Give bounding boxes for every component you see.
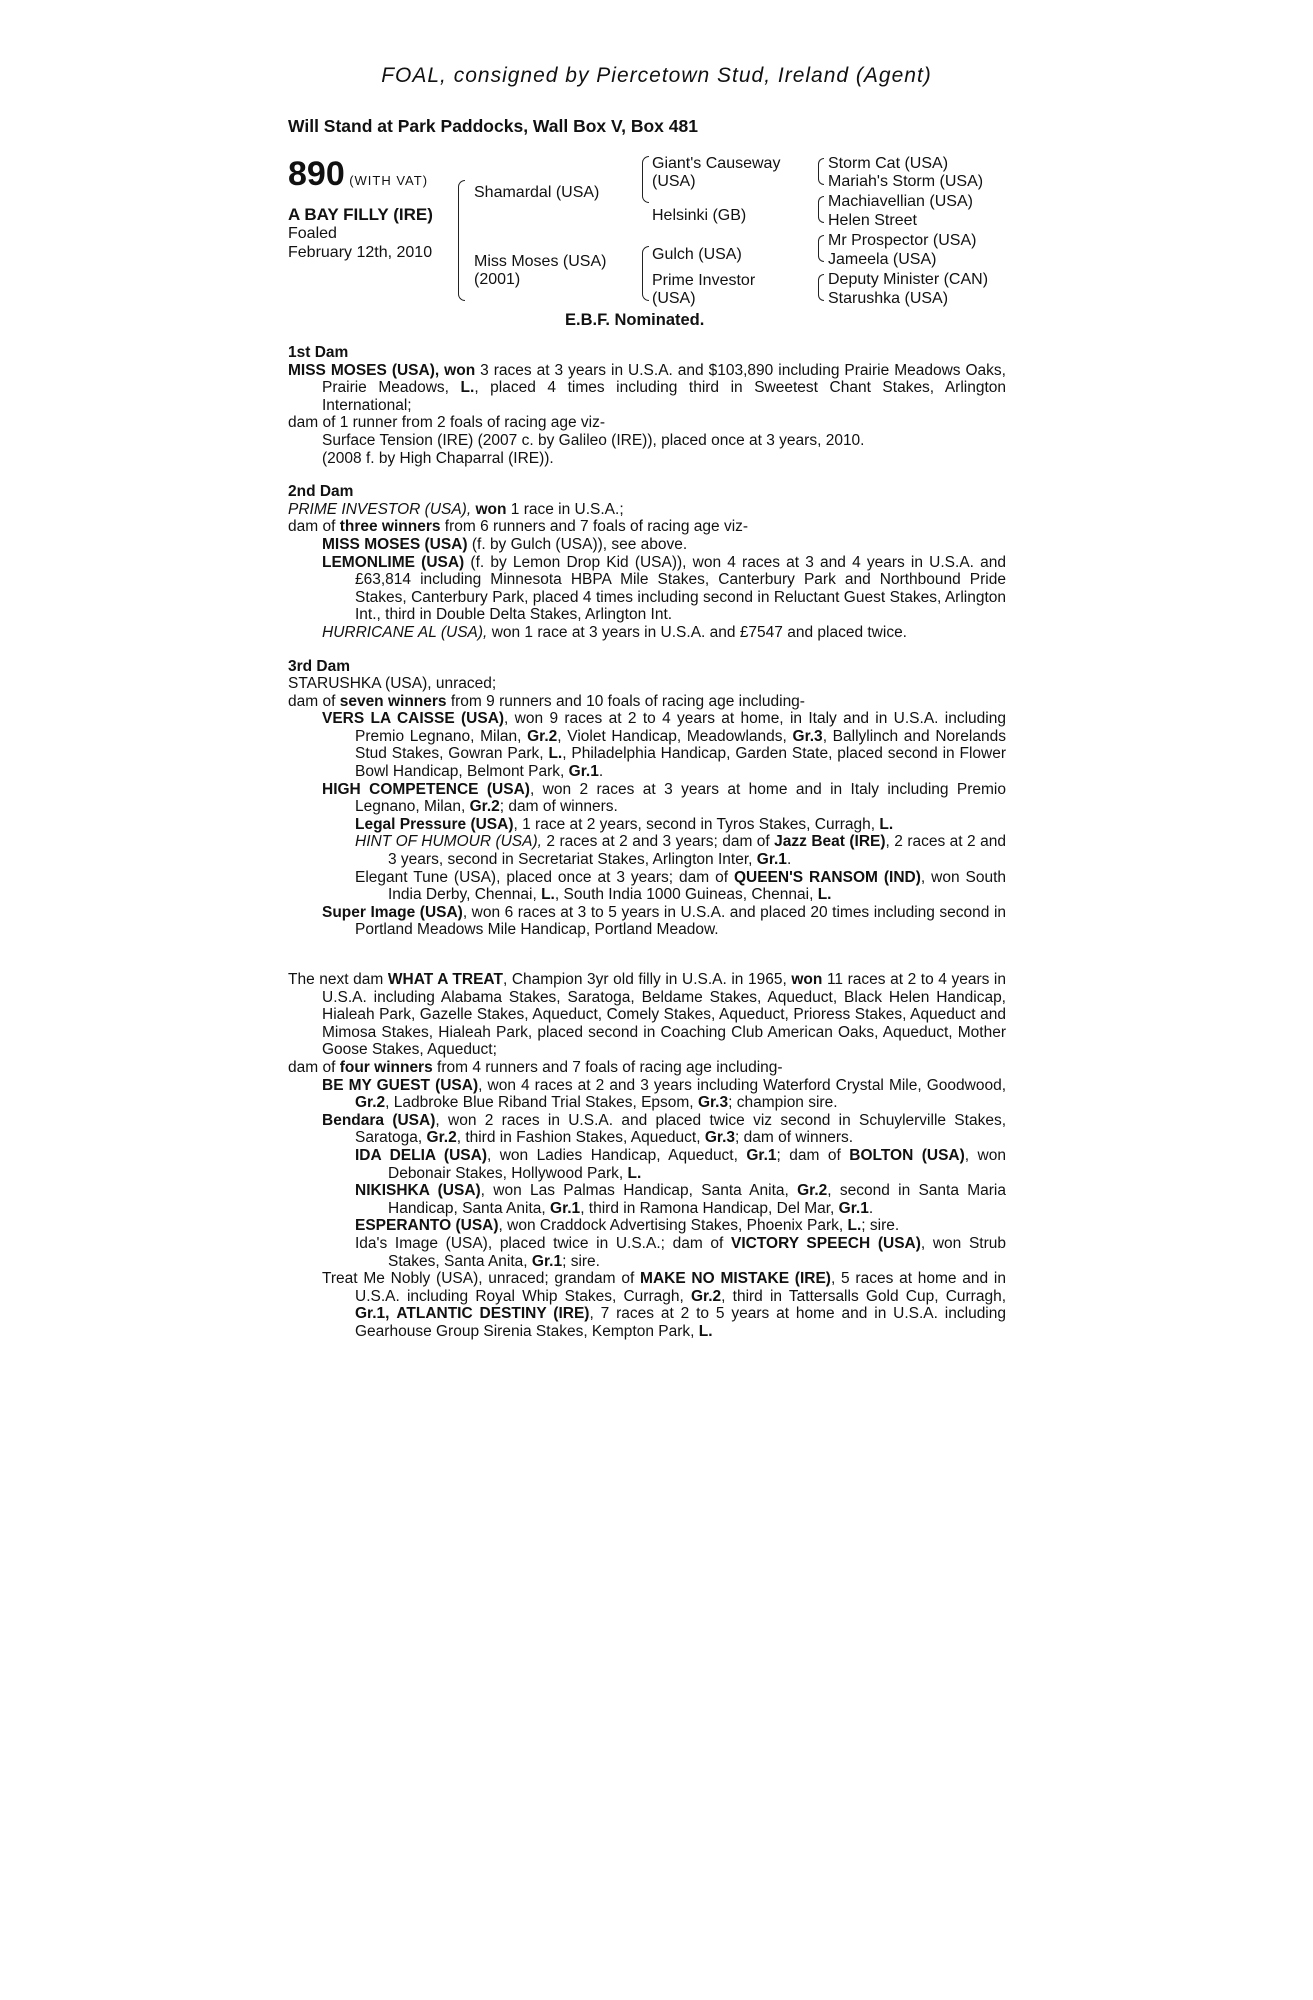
horse-text: , won 6 races at 3 to 5 years in U.S.A. and placed 20 times including second in Portland Meadows Mile Handicap, Portland Meadow. xyxy=(355,903,1007,939)
listed-mark: L. xyxy=(548,745,563,763)
lot-number: 890 xyxy=(288,155,345,193)
listed-mark: L. xyxy=(817,886,832,904)
listed-mark: L. xyxy=(698,1322,713,1340)
horse-text: , won 4 races at 2 and 3 years including Waterford Crystal Mile, Goodwood, xyxy=(478,1076,1007,1094)
stand-location: Will Stand at Park Paddocks, Wall Box V, Box 481 xyxy=(288,116,698,136)
horse-name: Bendara (USA) xyxy=(322,1111,436,1129)
produce-vers-la-caisse xyxy=(288,710,1006,780)
third-dam-heading: 3rd Dam xyxy=(288,657,351,675)
horse-text: (f. by Gulch (USA)), see above. xyxy=(471,535,688,553)
horse-text: ; champion sire. xyxy=(728,1094,838,1112)
horse-text: Elegant Tune (USA), placed once at 3 years; dam of xyxy=(355,868,729,886)
grade-mark: Gr.1 xyxy=(531,1252,563,1270)
sds: Machiavellian (USA) xyxy=(828,193,973,210)
horse-text: , won 2 races in U.S.A. and placed twice viz second in Schuylerville Stakes, Saratoga, xyxy=(355,1111,1006,1147)
won-label: won xyxy=(791,971,823,988)
sd-brace xyxy=(642,180,649,203)
horse-name: MAKE NO MISTAKE (IRE) xyxy=(640,1270,831,1288)
produce-high-competence xyxy=(288,781,1006,816)
sdd: Helen Street xyxy=(828,212,917,229)
produce-super-image xyxy=(288,904,1006,939)
first-dam-text: 3 races at 3 years in U.S.A. and $103,890 including Prairie Meadows Oaks, Prairie Meadows, xyxy=(322,361,1006,397)
first-dam-heading: 1st Dam xyxy=(288,344,349,361)
listed-mark: L. xyxy=(879,815,894,833)
vat-note: (WITH VAT) xyxy=(349,173,429,188)
dam-dam-l2: (USA) xyxy=(652,290,696,307)
winners-count: four winners xyxy=(339,1058,433,1076)
horse-text: , second in Santa Maria Handicap, Santa Anita, xyxy=(388,1182,1006,1217)
gen3-brace-1 xyxy=(818,158,824,172)
first-dam-name: MISS MOSES (USA), xyxy=(288,361,440,379)
produce-legal-pressure xyxy=(288,816,1006,834)
next-dam-text: , Champion 3yr old filly in U.S.A. in 1965, xyxy=(502,971,787,988)
horse-text: , won Strub Stakes, Santa Anita, xyxy=(388,1234,1006,1270)
dam-sire: Gulch (USA) xyxy=(652,246,742,263)
sire-sire-l2: (USA) xyxy=(652,173,696,190)
grade-mark: Gr.3 xyxy=(704,1129,736,1147)
dd-brace xyxy=(642,266,649,301)
next-dam-text: 11 races at 2 to 4 years in U.S.A. including Alabama Stakes, Saratoga, Beldame Stakes, Aqueduct, Black Helen Handicap, Hialeah Park, Gazelle Stakes, Aqueduct, Comely Stakes, Aqueduct, Prioress Stakes, Aqueduct and Mimosa Stakes, Hialeah Park, placed second in Coaching Club American Oaks, Aqueduct, Mother Goose Stakes, Aqueduct; xyxy=(322,971,1006,1059)
horse-name: NIKISHKA (USA) xyxy=(355,1182,481,1200)
horse-name: HURRICANE AL (USA), xyxy=(322,623,488,641)
horse-text: , Ladbroke Blue Riband Trial Stakes, Epsom, xyxy=(385,1094,694,1112)
listed-mark: L. xyxy=(627,1164,642,1182)
grade-mark: Gr.1 xyxy=(838,1199,869,1217)
gen3-brace-5 xyxy=(818,235,824,249)
punct: , xyxy=(385,1305,390,1323)
horse-name: ESPERANTO (USA) xyxy=(355,1217,499,1235)
horse-text: , won Las Palmas Handicap, Santa Anita, xyxy=(480,1182,789,1200)
second-dam-para xyxy=(288,501,1006,519)
grade-mark: Gr.1 xyxy=(756,851,787,869)
ssd: Mariah's Storm (USA) xyxy=(828,173,984,190)
produce-miss-moses xyxy=(288,536,1006,554)
third-dam-produce-intro xyxy=(288,693,1006,711)
horse-text: , Violet Handicap, Meadowlands, xyxy=(557,727,787,745)
produce-nikishka xyxy=(288,1182,1006,1217)
second-dam-name: PRIME INVESTOR (USA), xyxy=(288,500,472,518)
horse-text: won 1 race at 3 years in U.S.A. and £7547 and placed twice. xyxy=(491,623,907,641)
horse-text: , 5 races at home and in U.S.A. including Royal Whip Stakes, Curragh, xyxy=(355,1270,1006,1305)
produce-bendara xyxy=(288,1112,1006,1147)
horse-text: , third in Fashion Stakes, Aqueduct, xyxy=(456,1129,701,1147)
dam-of-rest: from 6 runners and 7 foals of racing age viz- xyxy=(444,518,749,536)
horse-name: IDA DELIA (USA) xyxy=(355,1146,487,1164)
dam-line1: Miss Moses (USA) xyxy=(474,253,607,270)
horse-text: ; dam of winners. xyxy=(735,1129,854,1147)
first-dam-produce-intro: dam of 1 runner from 2 foals of racing age viz- xyxy=(288,414,606,432)
dam-line2: (2001) xyxy=(474,271,521,288)
horse-text: , Philadelphia Handicap, Garden State, placed second in Flower Bowl Handicap, Belmont Park, xyxy=(355,745,1006,781)
horse-text: Treat Me Nobly (USA), unraced; grandam of xyxy=(322,1270,635,1288)
punct: ; sire. xyxy=(562,1252,600,1270)
horse-name: LEMONLIME (USA) xyxy=(322,553,465,571)
grade-mark: Gr.2 xyxy=(426,1129,457,1147)
grade-mark: Gr.1 xyxy=(355,1305,386,1323)
horse-text: ; dam of xyxy=(776,1146,841,1164)
second-dam-produce-intro xyxy=(288,518,1006,536)
produce-hint-of-humour xyxy=(288,833,1006,868)
next-dam-produce-intro xyxy=(288,1059,1006,1077)
horse-text: , won 2 races at 3 years at home and in Italy including Premio Legnano, Milan, xyxy=(355,780,1006,816)
horse-text: , won 9 races at 2 to 4 years at home, in Italy and in U.S.A. including Premio Legnano, Milan, xyxy=(355,710,1006,745)
produce-elegant-tune xyxy=(288,869,1006,904)
produce-esperanto xyxy=(288,1217,1006,1235)
dam-of: dam of xyxy=(288,692,336,710)
foal-2: (2008 f. by High Chaparral (IRE)). xyxy=(322,449,554,467)
produce-be-my-guest xyxy=(288,1077,1006,1112)
next-dam-intro: The next dam xyxy=(288,971,384,988)
dss: Mr Prospector (USA) xyxy=(828,232,977,249)
gen3-brace-7 xyxy=(818,274,824,288)
grade-mark: Gr.2 xyxy=(690,1287,722,1305)
sire-sire-l1: Giant's Causeway xyxy=(652,155,781,172)
horse-name: VERS LA CAISSE (USA) xyxy=(322,710,505,728)
grade-mark: Gr.2 xyxy=(469,798,500,816)
horse-name: HIGH COMPETENCE (USA) xyxy=(322,780,530,798)
gen3-brace-8 xyxy=(818,287,824,301)
foaled-date: February 12th, 2010 xyxy=(288,244,433,261)
grade-mark: Gr.1 xyxy=(746,1146,777,1164)
winners-count: three winners xyxy=(339,518,441,536)
horse-text: , Ballylinch and Norelands Stud Stakes, Gowran Park, xyxy=(355,727,1006,763)
second-dam-heading: 2nd Dam xyxy=(288,483,354,501)
gen3-brace-6 xyxy=(818,248,824,262)
horse-text: 2 races at 2 and 3 years; dam of xyxy=(546,833,770,851)
produce-hurricane xyxy=(288,624,1006,642)
horse-text: ; dam of winners. xyxy=(499,798,618,816)
horse-text: , 2 races at 2 and 3 years, second in Secretariat Stakes, Arlington Inter, xyxy=(388,833,1006,869)
sire-brace xyxy=(458,180,465,243)
foal-1: Surface Tension (IRE) (2007 c. by Galileo (IRE)), placed once at 3 years, 2010. xyxy=(322,431,865,449)
first-dam-para xyxy=(288,362,1006,415)
gen3-brace-3 xyxy=(818,196,824,210)
gen3-brace-4 xyxy=(818,209,824,223)
produce-idas-image xyxy=(288,1235,1006,1270)
ebf-nominated: E.B.F. Nominated. xyxy=(565,311,705,329)
catalogue-body xyxy=(288,344,1006,1340)
dam-brace xyxy=(458,242,465,301)
horse-name: BOLTON (USA) xyxy=(849,1146,965,1164)
punct: . xyxy=(786,851,792,869)
third-dam-name: STARUSHKA (USA), unraced; xyxy=(288,675,497,693)
ds-brace xyxy=(642,246,649,267)
horse-text: , won South India Derby, Chennai, xyxy=(388,868,1006,904)
horse-name: VICTORY SPEECH (USA) xyxy=(731,1234,921,1252)
horse-name: Super Image (USA) xyxy=(322,903,463,921)
horse-name: QUEEN'S RANSOM (IND) xyxy=(733,868,921,886)
horse-name: MISS MOSES (USA) xyxy=(322,535,468,553)
punct: ; sire. xyxy=(861,1217,900,1235)
horse-text: , South India 1000 Guineas, Chennai, xyxy=(554,886,814,904)
punct: . xyxy=(868,1199,874,1217)
horse-name: Legal Pressure (USA) xyxy=(355,815,514,833)
ddd: Starushka (USA) xyxy=(828,290,949,307)
grade-mark: Gr.2 xyxy=(355,1094,386,1112)
produce-treat-me-nobly xyxy=(288,1270,1006,1340)
pedigree-block xyxy=(288,150,1048,330)
horse-name: Jazz Beat (IRE) xyxy=(774,833,886,851)
lot-number-line xyxy=(288,157,428,191)
horse-text: , third in Ramona Handicap, Del Mar, xyxy=(580,1199,835,1217)
page-title: FOAL, consigned by Piercetown Stud, Ireland (Agent) xyxy=(381,64,932,87)
listed-mark: L. xyxy=(541,886,555,904)
won-label: won xyxy=(444,361,476,379)
horse-name: HINT OF HUMOUR (USA), xyxy=(355,833,542,851)
produce-ida-delia xyxy=(288,1147,1006,1182)
grade-mark: Gr.1 xyxy=(568,763,599,781)
horse-text: , 1 race at 2 years, second in Tyros Stakes, Curragh, xyxy=(513,815,876,833)
punct: . xyxy=(598,763,604,781)
first-dam-text2: , placed 4 times including third in Sweetest Chant Stakes, Arlington International; xyxy=(322,379,1006,414)
gen3-brace-2 xyxy=(818,171,824,185)
dam-of: dam of xyxy=(288,518,336,536)
sire-dam: Helsinki (GB) xyxy=(652,207,747,224)
dam-of: dam of xyxy=(288,1058,336,1076)
dam-dam-l1: Prime Investor xyxy=(652,272,756,289)
grade-mark: Gr.2 xyxy=(797,1182,828,1200)
next-dam-name: WHAT A TREAT xyxy=(387,971,503,988)
produce-lemonlime xyxy=(288,554,1006,624)
grade-mark: Gr.3 xyxy=(792,727,823,745)
horse-name: BE MY GUEST (USA) xyxy=(322,1076,479,1094)
horse-text: , won Debonair Stakes, Hollywood Park, xyxy=(388,1146,1006,1182)
ss-brace xyxy=(642,156,649,181)
grade-mark: Gr.3 xyxy=(697,1094,729,1112)
lot-name: A BAY FILLY (IRE) xyxy=(288,205,433,224)
horse-text: , 7 races at 2 to 5 years at home and in U.S.A. including Gearhouse Group Sirenia Stakes, Kempton Park, xyxy=(355,1305,1006,1340)
horse-name: ATLANTIC DESTINY (IRE) xyxy=(396,1305,590,1323)
horse-text: Ida's Image (USA), placed twice in U.S.A.; dam of xyxy=(355,1234,724,1252)
dam-of-rest: from 9 runners and 10 foals of racing age including- xyxy=(450,692,805,710)
dds: Deputy Minister (CAN) xyxy=(828,271,989,288)
listed-mark: L. xyxy=(460,379,475,397)
foaled-label: Foaled xyxy=(288,225,337,242)
horse-text: , third in Tattersalls Gold Cup, Curragh, xyxy=(721,1287,1007,1305)
sire: Shamardal (USA) xyxy=(474,184,600,201)
dam-of-rest: from 4 runners and 7 foals of racing age including- xyxy=(437,1058,783,1076)
horse-text: , won Ladies Handicap, Aqueduct, xyxy=(486,1146,738,1164)
horse-text: (f. by Lemon Drop Kid (USA)), won 4 races at 3 and 4 years in U.S.A. and £63,814 including Minnesota HBPA Mile Stakes, Canterbury Park and Northbound Pride Stakes, Canterbury Park, placed 4 times including second in Reluctant Guest Stakes, Arlington Int., third in Double Delta Stakes, Arlington Int. xyxy=(355,553,1006,624)
won-label: won xyxy=(475,500,507,518)
section-gap xyxy=(288,939,1006,955)
dsd: Jameela (USA) xyxy=(828,251,937,268)
grade-mark: Gr.2 xyxy=(527,727,558,745)
winners-count: seven winners xyxy=(339,692,447,710)
next-dam-para xyxy=(288,971,1006,1059)
listed-mark: L. xyxy=(847,1217,862,1235)
horse-text: , won Craddock Advertising Stakes, Phoenix Park, xyxy=(498,1217,844,1235)
second-dam-text: 1 race in U.S.A.; xyxy=(510,500,624,518)
sss: Storm Cat (USA) xyxy=(828,155,949,172)
grade-mark: Gr.1 xyxy=(550,1199,581,1217)
